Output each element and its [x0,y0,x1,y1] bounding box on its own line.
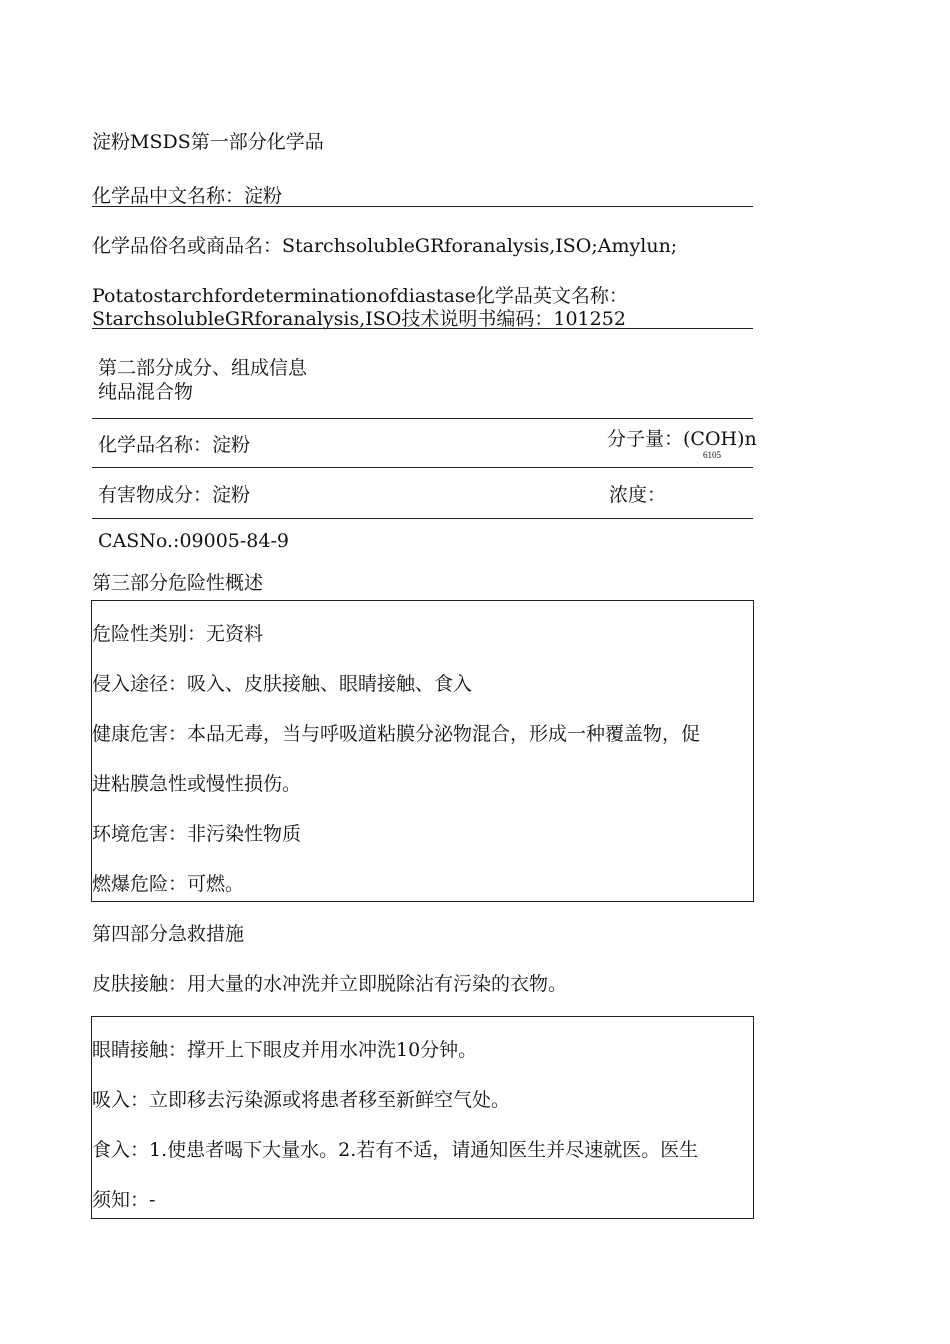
trade-name: 化学品俗名或商品名：StarchsolubleGRforanalysis,ISO;Amylun; [92,235,678,257]
chemical-cn-name: 化学品中文名称：淀粉 [92,185,283,207]
hazardous-component: 有害物成分：淀粉 [98,484,251,506]
doctor-notice: 须知：- [92,1189,156,1211]
part2-heading: 第二部分成分、组成信息 [98,357,308,379]
divider [92,206,753,207]
environmental-hazard: 环境危害：非污染性物质 [92,823,302,845]
part3-heading: 第三部分危险性概述 [92,572,264,594]
spec-code-line: StarchsolubleGRforanalysis,ISO技术说明书编码：101252 [92,308,626,330]
divider [92,328,753,329]
ingestion: 食入：1.使患者喝下大量水。2.若有不适，请通知医生并尽速就医。医生 [92,1139,699,1161]
part4-heading: 第四部分急救措施 [92,923,245,945]
health-hazard-1: 健康危害：本品无毒，当与呼吸道粘膜分泌物混合，形成一种覆盖物，促 [92,723,701,745]
document-title: 淀粉MSDS第一部分化学品 [92,131,324,153]
english-name-line: Potatostarchfordeterminationofdiastase化学品英文名称： [92,285,628,307]
eye-contact: 眼睛接触：撑开上下眼皮并用水冲洗10分钟。 [92,1039,478,1061]
molecular-weight: 分子量：(COH)n [607,428,757,450]
purity-type: 纯品混合物 [98,381,194,403]
divider [92,518,753,519]
entry-route: 侵入途径：吸入、皮肤接触、眼睛接触、食入 [92,673,473,695]
divider [92,467,753,468]
inhalation: 吸入：立即移去污染源或将患者移至新鲜空气处。 [92,1089,511,1111]
fire-explosion-hazard: 燃爆危险：可燃。 [92,873,245,895]
divider [92,418,753,419]
health-hazard-2: 进粘膜急性或慢性损伤。 [92,773,302,795]
chemical-name: 化学品名称：淀粉 [98,434,251,456]
concentration: 浓度： [609,484,667,506]
molecular-weight-subscript: 6105 [703,450,721,460]
cas-number: CASNo.:09005-84-9 [98,530,289,552]
skin-contact: 皮肤接触：用大量的水冲洗并立即脱除沾有污染的衣物。 [92,973,568,995]
hazard-class: 危险性类别：无资料 [92,623,264,645]
